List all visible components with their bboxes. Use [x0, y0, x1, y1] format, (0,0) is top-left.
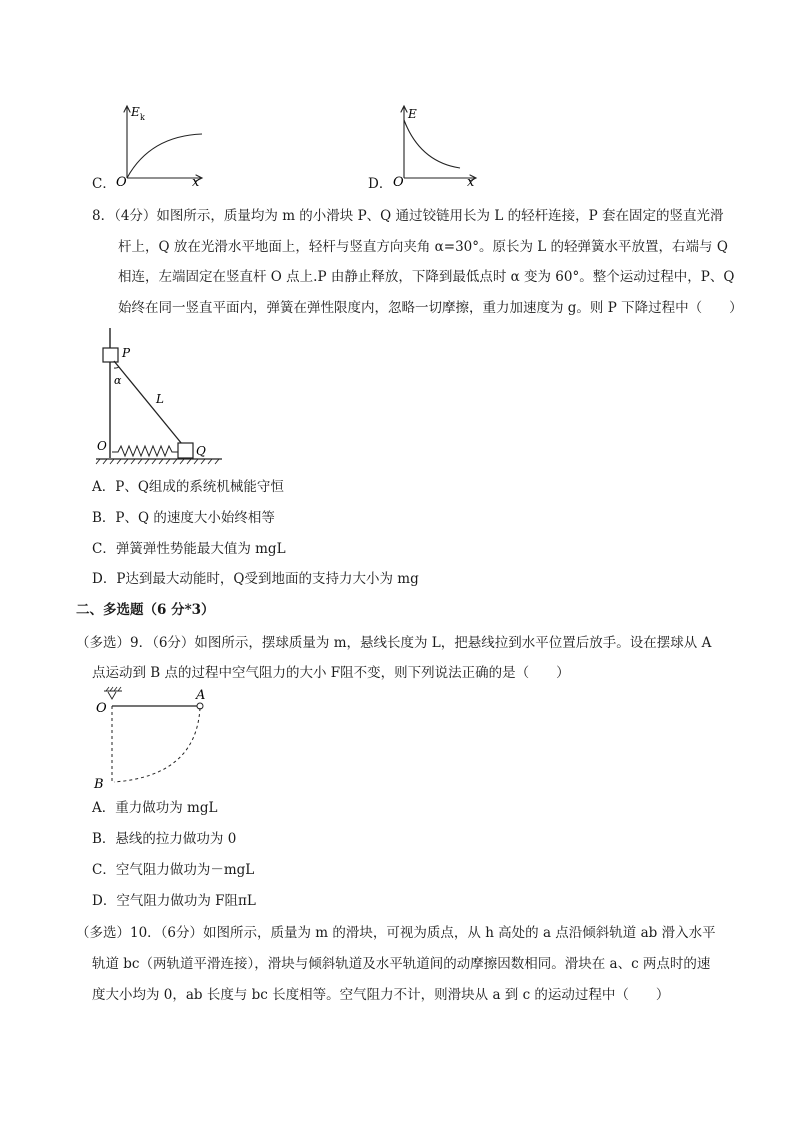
q8-line-1: 8．（4分）如图所示，质量均为 m 的小滑块 P、Q 通过铰链用长为 L 的轻杆连接，P 套在固定的竖直光滑: [92, 208, 724, 224]
option-d-graph: [368, 100, 498, 190]
q8-spring: [112, 446, 179, 456]
q8-line-3: 相连，左端固定在竖直杆 O 点上.P 由静止释放，下降到最低点时 α 变为 60°。整个运动过程中，P、Q: [118, 269, 735, 285]
q8-figure: [92, 328, 232, 468]
q9-figure: [92, 686, 222, 796]
section-2-title: 二、多选题（6 分*3）: [76, 602, 215, 618]
q8-slider-p: [103, 348, 118, 362]
option-c-graph: [90, 100, 220, 190]
q9-option-a: A．重力做功为 mgL: [92, 800, 218, 816]
q8-line-4: 始终在同一竖直平面内，弹簧在弹性限度内，忽略一切摩擦，重力加速度为 g。则 P 下降过程中（ ）: [118, 300, 743, 316]
q9-option-b: B．悬线的拉力做功为 0: [92, 831, 237, 847]
d-curve: [404, 120, 460, 168]
q9-label-a: A: [196, 688, 206, 703]
q8-label-p: P: [122, 346, 131, 360]
c-ylabel: E: [131, 105, 140, 119]
d-xlabel: x: [467, 175, 475, 190]
q9-option-c: C．空气阻力做功为－mgL: [92, 862, 255, 878]
c-curve: [127, 134, 202, 178]
q9-label-b: B: [94, 777, 104, 792]
q8-line-2: 杆上，Q 放在光滑水平地面上，轻杆与竖直方向夹角 α=30°。原长为 L 的轻弹簧水平放置，右端与 Q: [118, 239, 728, 255]
q8-label-o: O: [97, 439, 107, 453]
q8-option-a: A．P、Q组成的系统机械能守恒: [92, 479, 284, 495]
q8-ground-hatch: [96, 459, 219, 464]
option-d-label: D．: [368, 176, 393, 192]
q9-option-d: D．空气阻力做功为 F阻πL: [92, 893, 256, 909]
q8-label-q: Q: [196, 444, 206, 458]
q10-line-3: 度大小均为 0，ab 长度与 bc 长度相等。空气阻力不计，则滑块从 a 到 c 的运动过程中（ ）: [92, 987, 670, 1003]
c-ylabel-sub: k: [140, 113, 145, 122]
q8-slider-q: [178, 443, 193, 458]
q9-line-2: 点运动到 B 点的过程中空气阻力的大小 F阻不变，则下列说法正确的是（ ）: [92, 665, 570, 681]
q8-option-c: C．弹簧弹性势能最大值为 mgL: [92, 541, 286, 557]
q10-line-1: （多选）10．（6分）如图所示，质量为 m 的滑块，可视为质点，从 h 高处的 a 点沿倾斜轨道 ab 滑入水平: [76, 925, 716, 941]
q10-line-2: 轨道 bc（两轨道平滑连接），滑块与倾斜轨道及水平轨道间的动摩擦因数相同。滑块在 a、c 两点时的速: [92, 956, 711, 972]
d-ylabel: E: [408, 107, 417, 121]
q8-angle-arc: [114, 367, 119, 368]
q8-option-b: B．P、Q 的速度大小始终相等: [92, 510, 275, 526]
q9-line-1: （多选）9．（6分）如图所示，摆球质量为 m，悬线长度为 L，把悬线拉到水平位置后放手。设在摆球从 A: [76, 635, 712, 651]
q8-label-l: L: [156, 392, 164, 406]
q8-label-alpha: α: [114, 374, 122, 387]
c-xlabel: x: [192, 175, 200, 190]
q9-dashed-arc: [114, 708, 200, 782]
option-c-graph-block: [90, 100, 220, 190]
c-origin: O: [116, 175, 127, 190]
q9-pivot: [108, 692, 116, 699]
q8-option-d: D．P达到最大动能时，Q受到地面的支持力大小为 mg: [92, 571, 419, 587]
option-d-graph-block: [368, 100, 498, 190]
q9-label-o: O: [96, 701, 107, 716]
d-origin: O: [393, 175, 404, 190]
option-c-label: C．: [92, 176, 116, 192]
q8-rod-l: [114, 361, 182, 444]
